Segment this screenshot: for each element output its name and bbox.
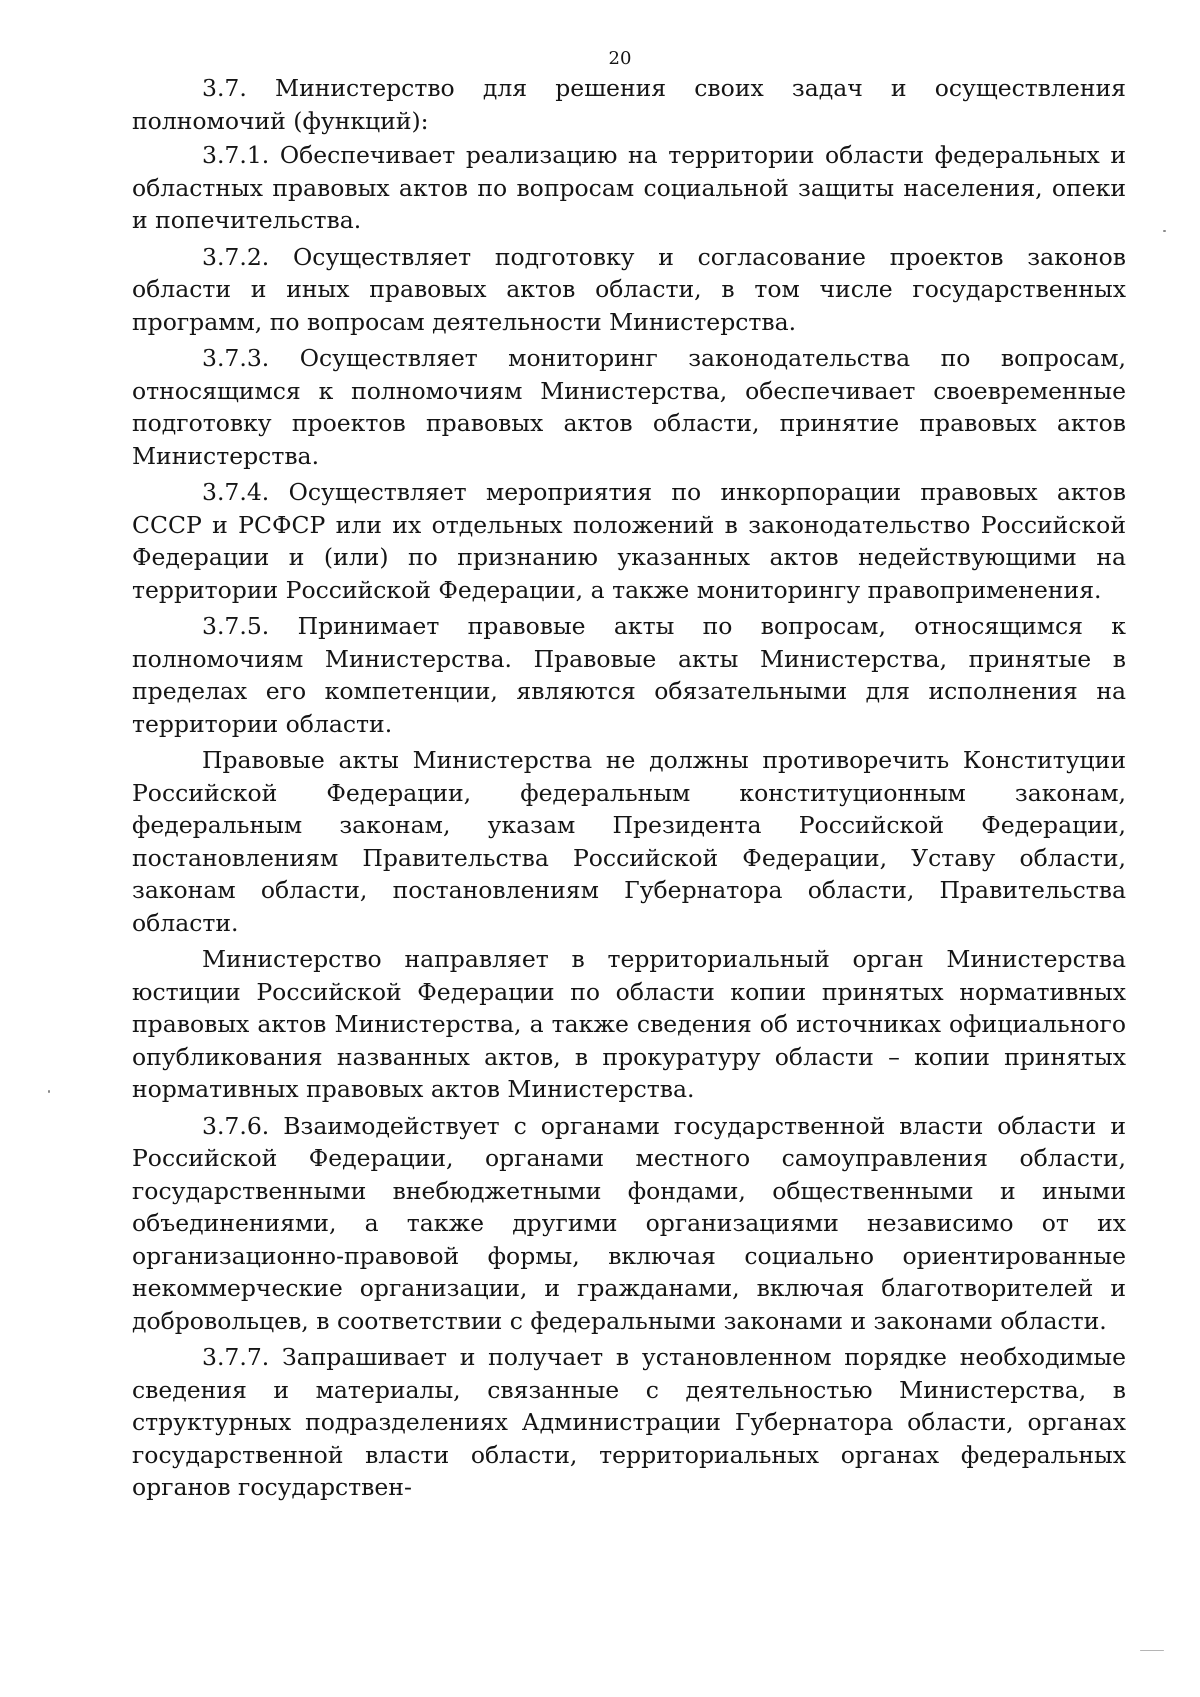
paragraph-3-7-4: 3.7.4. Осуществляет мероприятия по инкорпорации правовых актов СССР и РСФСР или их отдельных положений в законодательство Российской Федерации и (или) по признанию указанных актов недействующими на территории Российской Федерации, а также мониторингу правоприменения. <box>132 478 1126 604</box>
paragraph-3-7-1: 3.7.1. Обеспечивает реализацию на территории области федеральных и областных правовых актов по вопросам социальной защиты населения, опеки и попечительства. <box>132 141 1126 234</box>
paragraph-3-7-6: 3.7.6. Взаимодействует с органами государственной власти области и Российской Федерации, органами местного самоуправления области, государственными внебюджетными фондами, общественными и иными объединениями, а также другими организациями независимо от их организационно-правовой формы, включая социально ориентированные некоммерческие организации, и гражданами, включая благотворителей и добровольцев, в соответствии с федеральными законами и законами области. <box>132 1111 1126 1335</box>
paragraph-legal-acts-compliance: Правовые акты Министерства не должны противоречить Конституции Российской Федерации, федеральным конституционным законам, федеральным законам, указам Президента Российской Федерации, постановлениям Правительства Российской Федерации, Уставу области, законам области, постановлениям Губернатора области, Правительства области. <box>132 746 1126 937</box>
paragraph-3-7-7: 3.7.7. Запрашивает и получает в установленном порядке необходимые сведения и материалы, связанные с деятельностью Министерства, в структурных подразделениях Администрации Губернатора области, органах государственной власти области, территориальных органах федеральных органов государствен- <box>132 1343 1126 1501</box>
document-body <box>132 72 1126 1508</box>
page-number: 20 <box>608 48 632 69</box>
scan-speck <box>1163 230 1166 232</box>
scan-speck <box>48 1090 50 1093</box>
paragraph-3-7-3: 3.7.3. Осуществляет мониторинг законодательства по вопросам, относящимся к полномочиям Министерства, обеспечивает своевременные подготовку проектов правовых актов области, принятие правовых актов Министерства. <box>132 344 1126 470</box>
paragraph-3-7-2: 3.7.2. Осуществляет подготовку и согласование проектов законов области и иных правовых актов области, в том числе государственных программ, по вопросам деятельности Министерства. <box>132 242 1126 336</box>
paragraph-3-7-5: 3.7.5. Принимает правовые акты по вопросам, относящимся к полномочиям Министерства. Правовые акты Министерства, принятые в пределах его компетенции, являются обязательными для исполнения на территории области. <box>132 612 1126 738</box>
paragraph-3-7: 3.7. Министерство для решения своих задач и осуществления полномочий (функций): <box>132 74 1126 135</box>
paragraph-acts-submission: Министерство направляет в территориальный орган Министерства юстиции Российской Федерации по области копии принятых нормативных правовых актов Министерства, а также сведения об источниках официального опубликования названных актов, в прокуратуру области – копии принятых нормативных правовых актов Министерства. <box>132 945 1126 1103</box>
scan-speck <box>1140 1650 1164 1651</box>
